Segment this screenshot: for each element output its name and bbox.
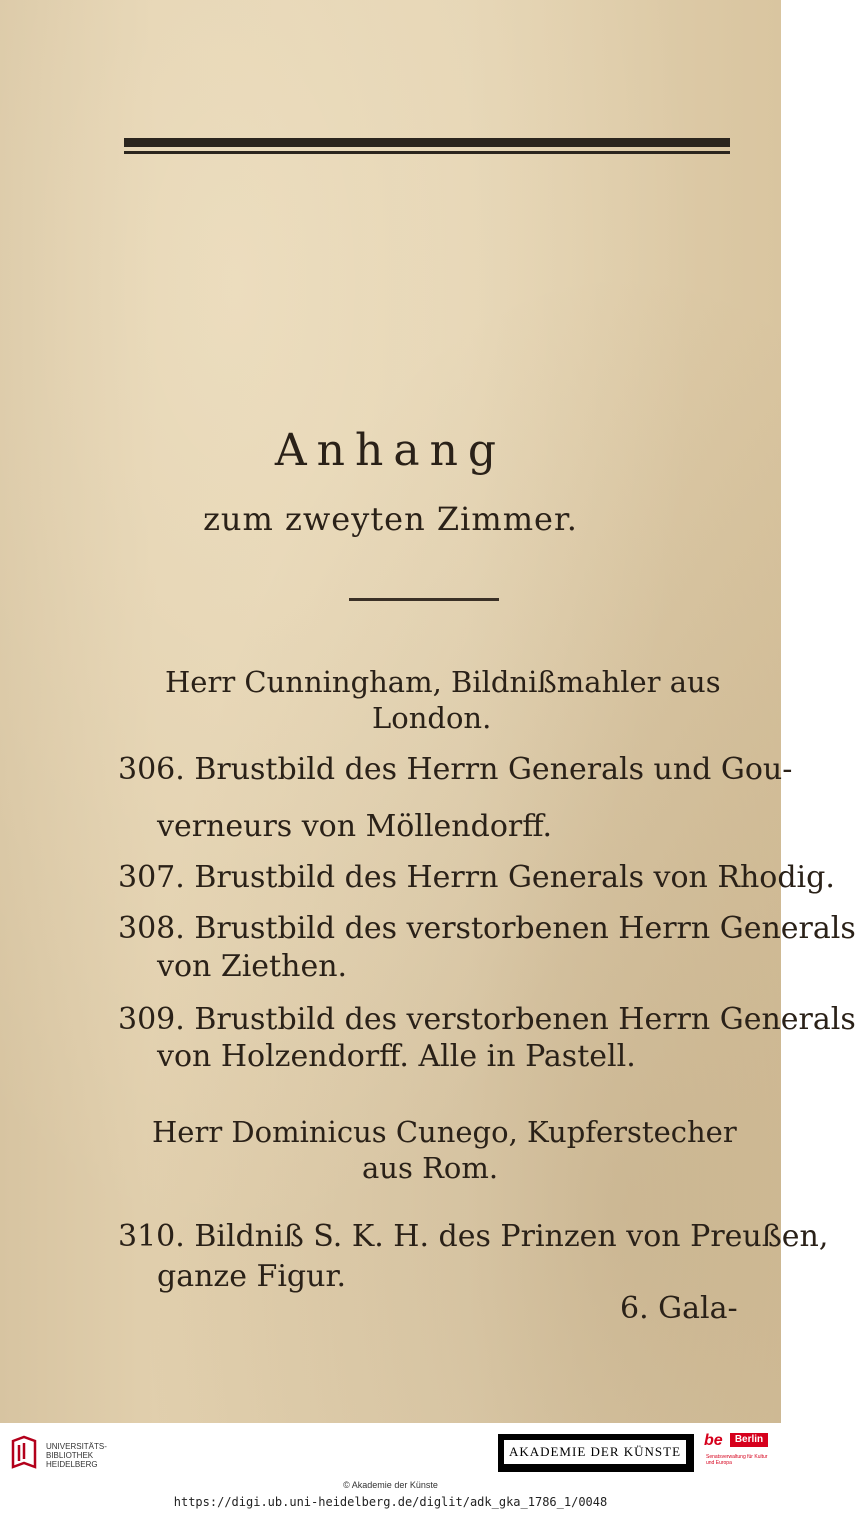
top-double-rule bbox=[124, 135, 730, 159]
entry-306-cont: verneurs von Möllendorff. bbox=[157, 809, 553, 844]
university-library-logo[interactable] bbox=[10, 1431, 120, 1475]
berlin-logo-box: Berlin bbox=[730, 1433, 768, 1447]
entry-310-cont: ganze Figur. bbox=[157, 1259, 347, 1294]
library-logo-text bbox=[46, 1442, 107, 1469]
page-heading: Anhang bbox=[274, 425, 507, 476]
entry-309-cont: von Holzendorff. Alle in Pastell. bbox=[157, 1039, 636, 1074]
artist-heading-cunego: Herr Dominicus Cunego, Kupferstecher bbox=[152, 1115, 737, 1149]
section-divider bbox=[349, 598, 499, 601]
artist-heading-cunningham: Herr Cunningham, Bildnißmahler aus bbox=[165, 665, 721, 699]
entry-310: 310. Bildniß S. K. H. des Prinzen von Preußen, bbox=[118, 1219, 829, 1254]
rule-thick bbox=[124, 138, 730, 147]
adk-logo-text: AKADEMIE DER KÜNSTE bbox=[504, 1440, 686, 1464]
catchword: 6. Gala- bbox=[620, 1291, 738, 1326]
permalink-url[interactable]: https://digi.ub.uni-heidelberg.de/diglit/adk_gka_1786_1/0048 bbox=[173, 1495, 608, 1509]
viewer-footer bbox=[0, 1423, 781, 1519]
entry-309: 309. Brustbild des verstorbenen Herrn Generals bbox=[118, 1002, 856, 1037]
entry-307-line: 307. Brustbild des Herrn Generals von Rhodig. bbox=[118, 860, 835, 895]
library-logo-line: UNIVERSITÄTS- BIBLIOTHEK HEIDELBERG bbox=[46, 1442, 107, 1469]
artist-heading-cunningham-cont: London. bbox=[372, 701, 492, 735]
entry-308-cont: von Ziethen. bbox=[157, 949, 348, 984]
akademie-der-kuenste-logo[interactable] bbox=[498, 1434, 694, 1472]
be-logo-mark: be bbox=[704, 1432, 723, 1449]
artist-heading-cunego-cont: aus Rom. bbox=[362, 1151, 499, 1185]
copyright-notice: © Akademie der Künste bbox=[343, 1480, 438, 1490]
berlin-senate-logo[interactable] bbox=[704, 1432, 770, 1474]
berlin-logo-subtitle: Senatsverwaltung für Kultur und Europa bbox=[706, 1454, 768, 1466]
page-subheading: zum zweyten Zimmer. bbox=[203, 500, 578, 538]
rule-thin bbox=[124, 151, 730, 154]
entry-308: 308. Brustbild des verstorbenen Herrn Generals bbox=[118, 911, 856, 946]
library-emblem-icon bbox=[10, 1435, 38, 1471]
entry-306: 306. Brustbild des Herrn Generals und Gou- bbox=[118, 752, 793, 787]
